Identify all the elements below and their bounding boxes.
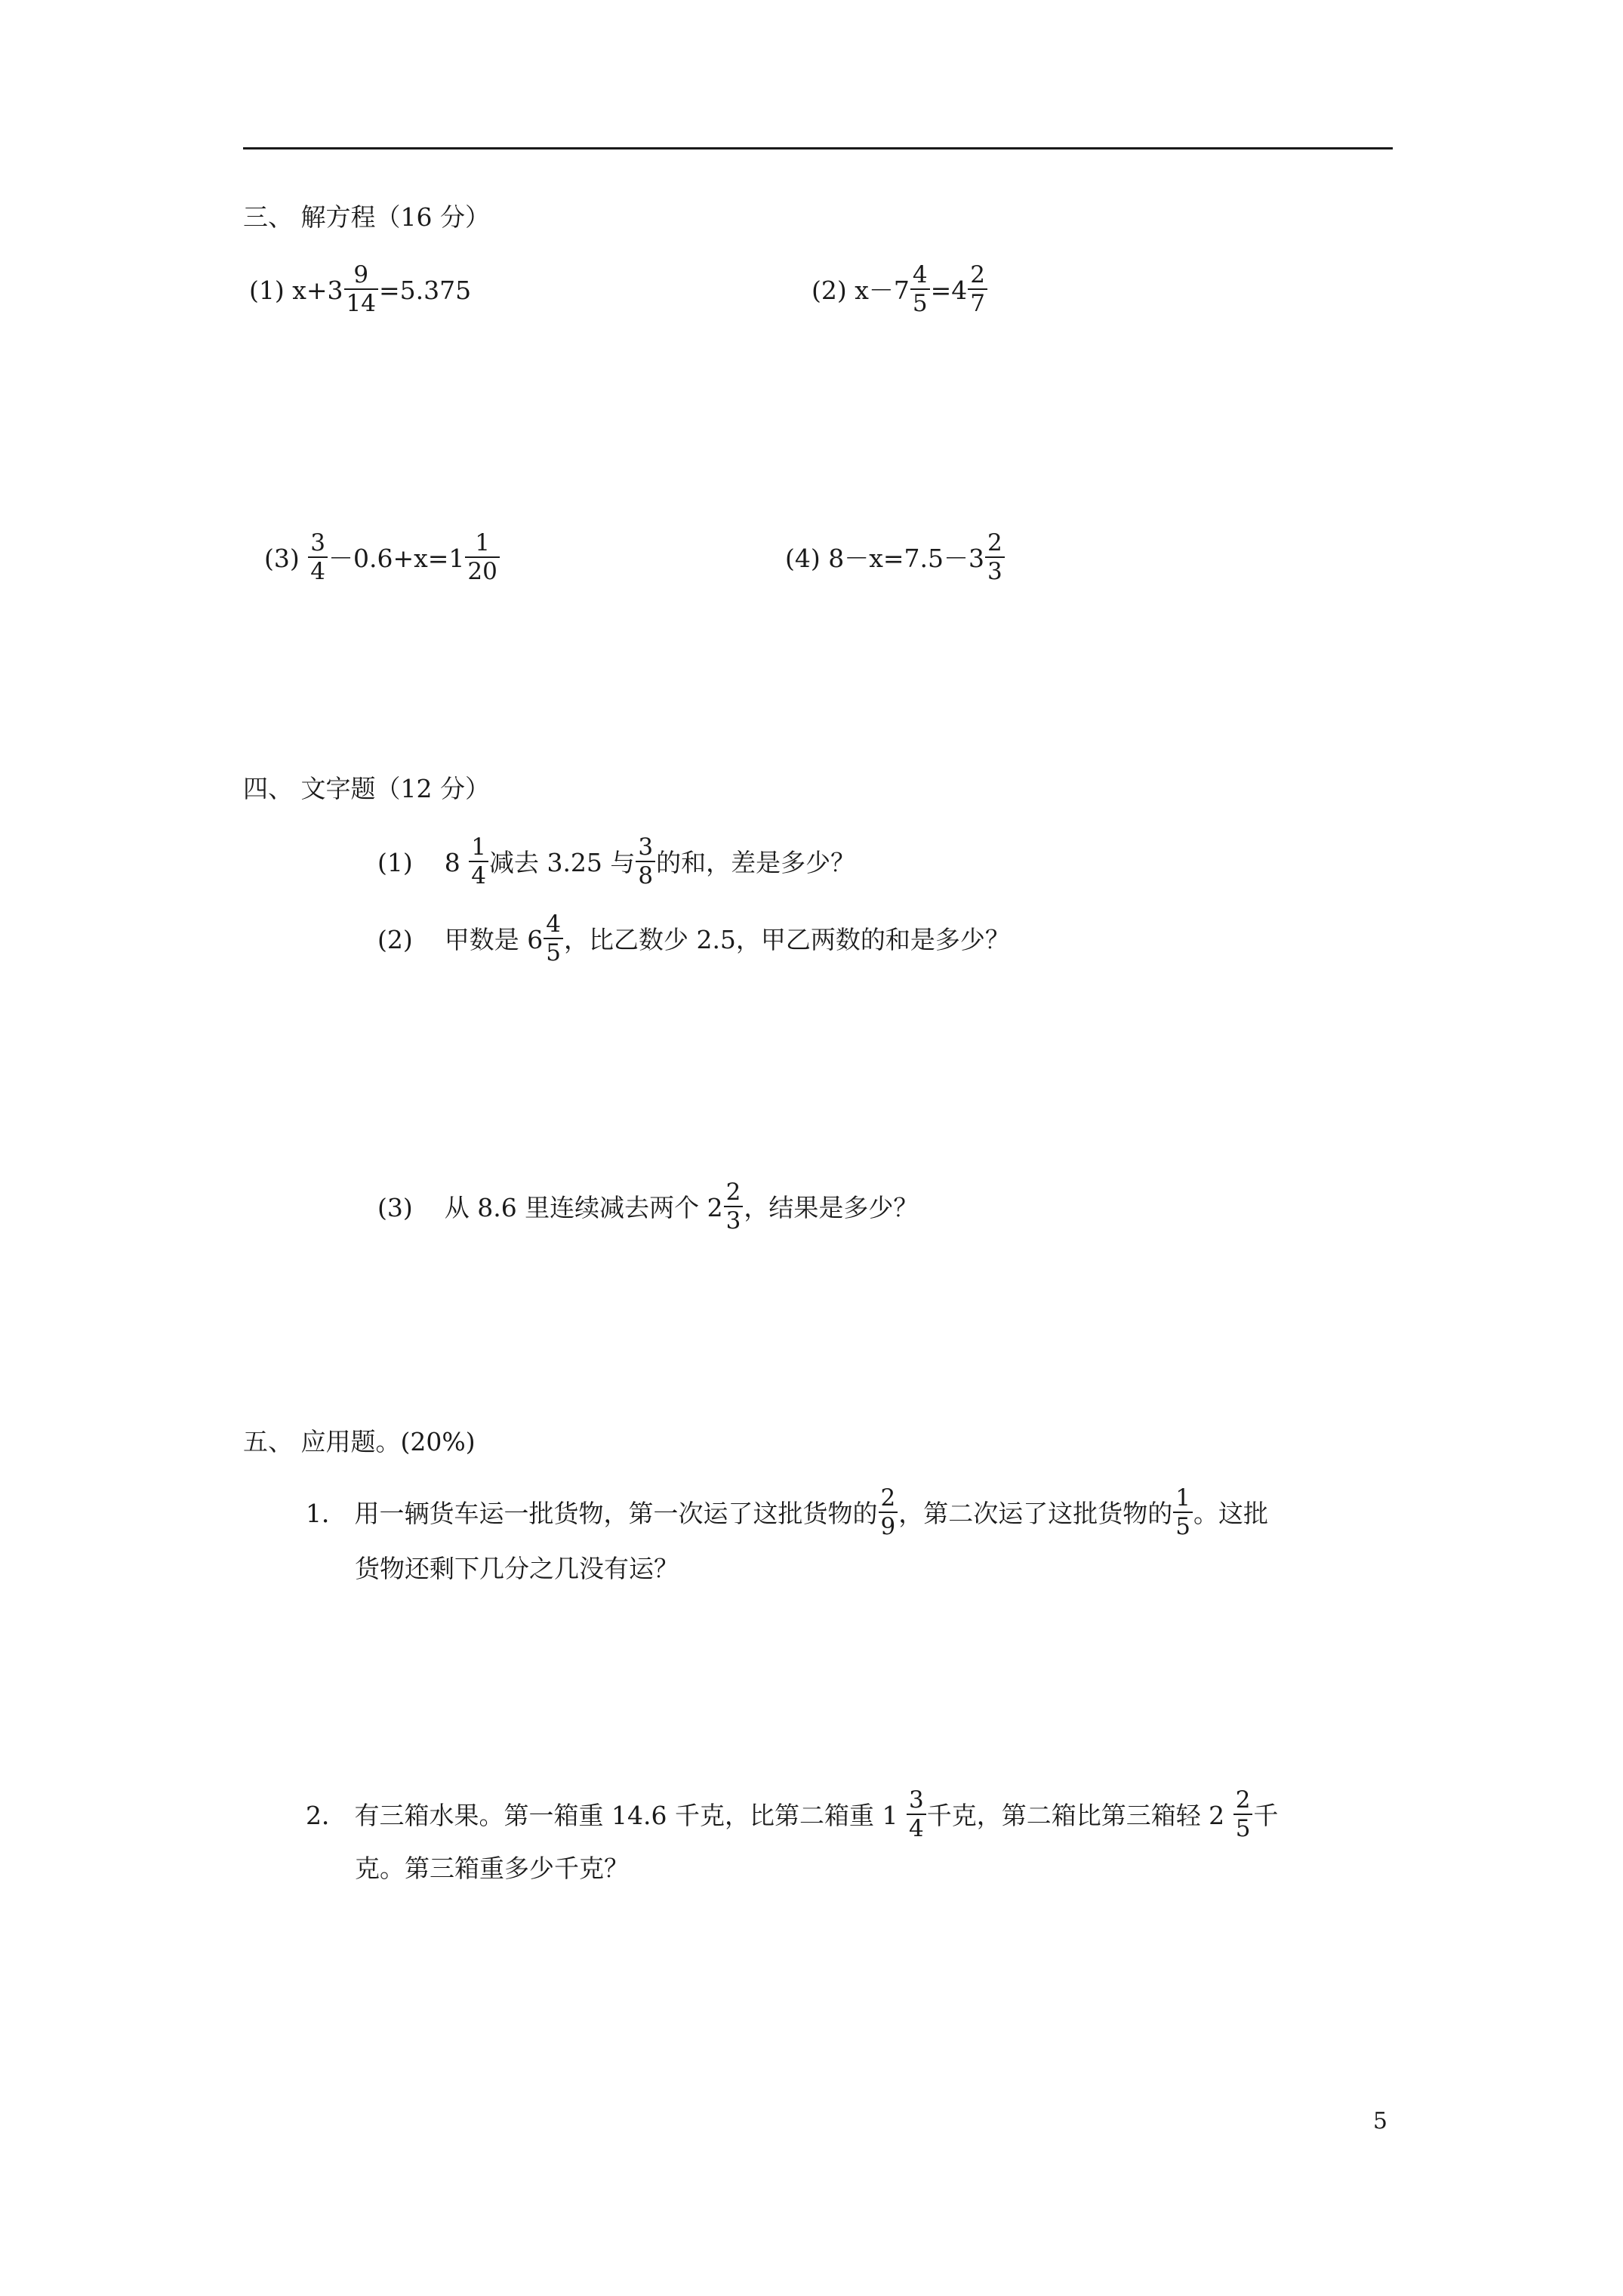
word-problem-3: (3) 从 8.6 里连续减去两个 2 $\frac{2}{3}$ ，结果是多少？ [377,1179,919,1234]
header-rule [243,147,1393,149]
section-4-title: 四、 文字题（12 分） [243,774,490,803]
equation-3: (3) $\frac{3}{4}$ －0.6+x=1 $\frac{1}{20}$ [264,532,500,588]
fraction: $\frac{4}{5}$ [910,261,930,317]
application-problem-2-cont: 克。第三箱重多少千克？ [355,1854,629,1883]
fraction: $\frac{1}{5}$ [1173,1484,1193,1540]
equation-1: (1) x+3 $\frac{9}{14}$ =5.375 [249,261,472,317]
fraction: $\frac{3}{8}$ [636,834,655,889]
page-number: 5 [1372,2108,1387,2134]
equation-4: (4) 8－x=7.5－3 $\frac{2}{3}$ [785,532,1006,588]
fraction: $\frac{2}{3}$ [724,1179,744,1234]
application-problem-1: 1． 用一辆货车运一批货物，第一次运了这批货物的 $\frac{2}{9}$ ，第二次运了这批货物的 $\frac{1}{5}$ 。这批 [306,1484,1268,1540]
fraction: $\frac{1}{4}$ [469,834,488,889]
application-problem-1-cont: 货物还剩下几分之几没有运？ [355,1554,679,1583]
application-problem-2: 2． 有三箱水果。第一箱重 14.6 千克，比第二箱重 1 $\frac{3}{4}$ 千克，第二箱比第三箱轻 2 $\frac{2}{5}$ 千 [306,1786,1279,1842]
section-3-title: 三、 解方程（16 分） [243,202,490,232]
equation-2: (2) x－7 $\frac{4}{5}$ =4 $\frac{2}{7}$ [812,264,988,320]
word-problem-2: (2) 甲数是 6 $\frac{4}{5}$ ，比乙数少 2.5，甲乙两数的和是多少？ [377,911,1010,966]
fraction: $\frac{3}{4}$ [907,1786,926,1842]
fraction: $\frac{3}{4}$ [308,529,328,585]
fraction: $\frac{2}{5}$ [1233,1786,1253,1842]
word-problem-1: (1) 8 $\frac{1}{4}$ 减去 3.25 与 $\frac{3}{8}$ 的和，差是多少？ [377,834,856,889]
fraction: $\frac{4}{5}$ [544,911,563,966]
fraction: $\frac{2}{9}$ [879,1484,898,1540]
section-5-title: 五、 应用题。(20%) [243,1427,476,1456]
fraction: $\frac{1}{20}$ [465,529,499,585]
fraction: $\frac{2}{7}$ [968,261,987,317]
fraction: $\frac{2}{3}$ [985,529,1005,585]
fraction: $\frac{9}{14}$ [344,261,378,317]
